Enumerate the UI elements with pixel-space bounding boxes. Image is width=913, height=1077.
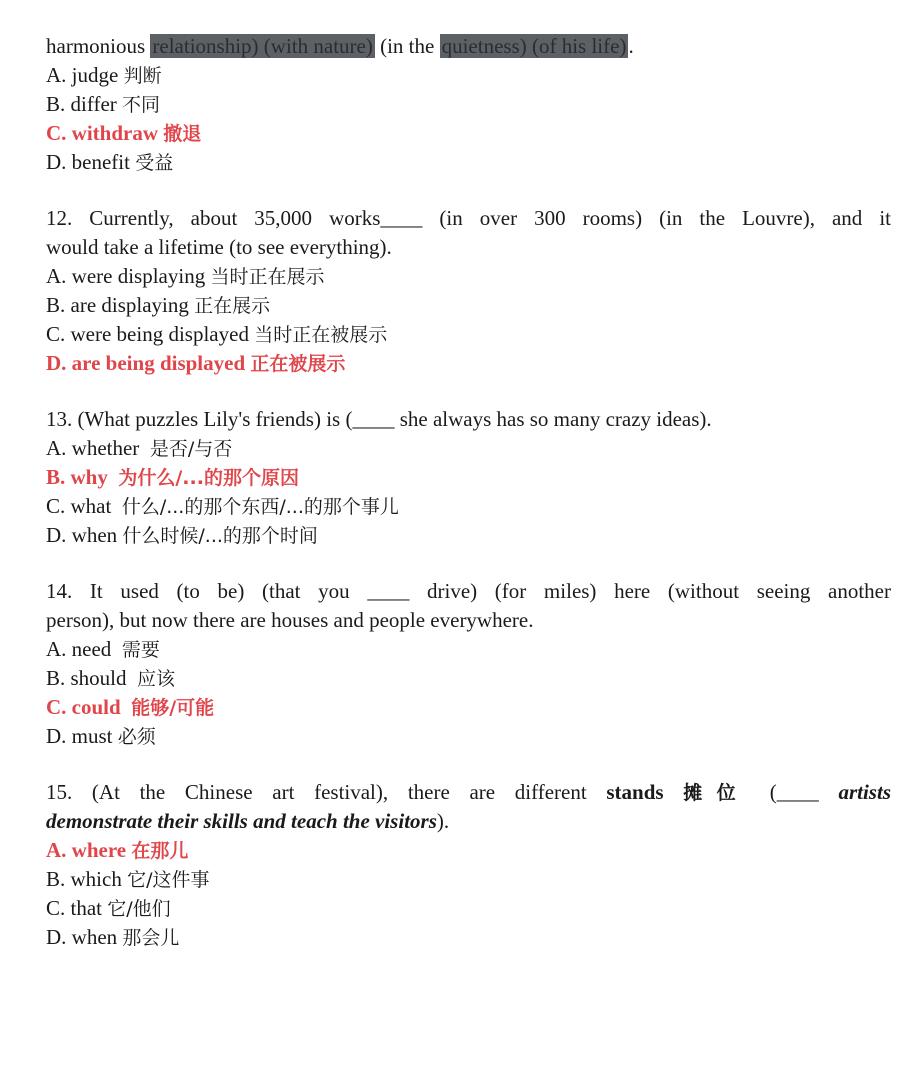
option-b-correct-answer (46, 463, 891, 492)
option-translation: 受益 (135, 152, 174, 174)
stem-blank: (____ (750, 780, 839, 804)
option-translation: 在那儿 (131, 840, 189, 862)
option-text: C. could (46, 695, 121, 719)
option-text: D. benefit (46, 150, 130, 174)
option-a-correct-answer (46, 836, 891, 865)
option-text: B. which (46, 867, 122, 891)
option-translation: 正在展示 (194, 295, 271, 317)
option-translation: 判断 (123, 65, 162, 87)
option-translation: 能够/可能 (131, 697, 215, 719)
option-text: C. withdraw (46, 121, 159, 145)
stem-keyword: stands (606, 780, 664, 804)
stem-prefix: harmonious (46, 34, 151, 58)
option-translation: 它/这件事 (127, 869, 210, 891)
option-translation: 当时正在被展示 (254, 324, 388, 346)
option-text: D. must (46, 724, 113, 748)
question-15-stem-line-1 (46, 778, 891, 807)
option-translation: 正在被展示 (250, 353, 346, 375)
stem-text: 15. (At the Chinese art festival), there are different (46, 780, 607, 804)
question-14-stem-line-2: person), but now there are houses and people everywhere. (46, 608, 534, 632)
option-b (46, 865, 891, 894)
option-a (46, 262, 891, 291)
option-text: C. that (46, 896, 102, 920)
stem-end: ). (436, 809, 450, 833)
stem-end: . (628, 34, 634, 58)
question-15 (46, 778, 891, 952)
option-b (46, 90, 891, 119)
option-a (46, 61, 891, 90)
question-14 (46, 577, 891, 751)
option-d (46, 148, 891, 177)
option-a (46, 635, 891, 664)
option-translation: 必须 (117, 726, 156, 748)
option-text: A. where (46, 838, 127, 862)
option-text: C. were being displayed (46, 322, 249, 346)
option-text: B. should (46, 666, 127, 690)
option-translation: 那会儿 (122, 927, 180, 949)
option-c (46, 320, 891, 349)
option-text: D. when (46, 523, 118, 547)
stem-keyword-translation: 摊位 (683, 782, 751, 804)
option-c (46, 492, 891, 521)
question-12 (46, 204, 891, 378)
option-text: A. whether (46, 436, 140, 460)
question-13-stem: 13. (What puzzles Lily's friends) is (____ she always has so many crazy ideas). (46, 407, 712, 431)
option-d-correct-answer (46, 349, 891, 378)
question-15-stem-line-2 (46, 807, 891, 836)
worksheet (46, 32, 891, 952)
option-text: B. are displaying (46, 293, 189, 317)
option-translation: 什么/...的那个东西/...的那个事儿 (121, 496, 399, 518)
option-c-correct-answer (46, 119, 891, 148)
question-11 (46, 32, 891, 177)
option-d (46, 722, 891, 751)
stem-italic: artists (838, 780, 891, 804)
redacted-highlight: relationship) (with nature) (152, 34, 373, 58)
option-text: A. need (46, 637, 112, 661)
question-13 (46, 405, 891, 550)
option-text: B. why (46, 465, 108, 489)
stem-italic: demonstrate their skills and teach the visitors (46, 809, 437, 833)
option-translation: 它/他们 (107, 898, 171, 920)
option-c (46, 894, 891, 923)
option-d (46, 923, 891, 952)
option-text: B. differ (46, 92, 117, 116)
option-text: C. what (46, 494, 112, 518)
option-b (46, 291, 891, 320)
option-text: D. are being displayed (46, 351, 246, 375)
option-b (46, 664, 891, 693)
option-translation: 应该 (137, 668, 176, 690)
question-14-stem-line-1: 14. It used (to be) (that you ____ drive) (for miles) here (without seeing another (46, 579, 891, 603)
redacted-highlight: quietness) (of his life) (441, 34, 627, 58)
option-a (46, 434, 891, 463)
option-d (46, 521, 891, 550)
option-translation: 为什么/...的那个原因 (118, 467, 299, 489)
question-11-stem (46, 32, 891, 61)
option-text: D. when (46, 925, 118, 949)
option-translation: 撤退 (163, 123, 202, 145)
option-text: A. were displaying (46, 264, 206, 288)
option-translation: 什么时候/...的那个时间 (122, 525, 318, 547)
question-12-stem-line-1: 12. Currently, about 35,000 works____ (in over 300 rooms) (in the Louvre), and it (46, 206, 891, 230)
option-translation: 需要 (121, 639, 160, 661)
stem-mid: (in the (374, 34, 440, 58)
option-translation: 是否/与否 (149, 438, 233, 460)
option-translation: 当时正在展示 (210, 266, 325, 288)
option-text: A. judge (46, 63, 119, 87)
question-12-stem-line-2: would take a lifetime (to see everything). (46, 235, 392, 259)
option-translation: 不同 (122, 94, 161, 116)
option-c-correct-answer (46, 693, 891, 722)
